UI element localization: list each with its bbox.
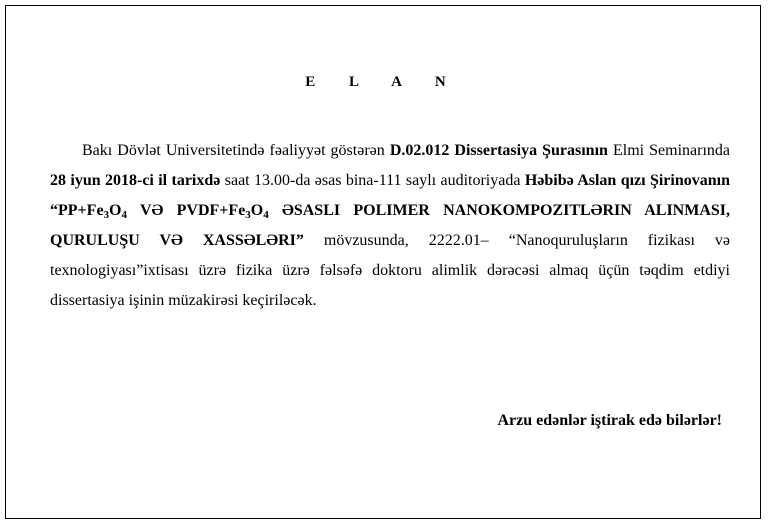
topic-part5: ƏSASLI POLIMER NANOKOMPOZITLƏRIN ALINMASI, QURULUŞU VƏ XASSƏLƏRI” (50, 202, 731, 249)
topic-part2: O (109, 202, 122, 219)
closing-line: Arzu edənlər iştirak edə bilərlər! (497, 412, 722, 429)
announcement-frame (5, 5, 761, 519)
text-time-place: saat 13.00-da əsas bina-111 saylı auditoriyada (220, 172, 525, 189)
text-specialty: mövzusunda, 2222.01– “Nanoquruluşların fizikası və texnologiyası”ixtisası üzrə fizika üzrə fəlsəfə doktoru alimlik dərəcəsi almaq üçün təqdim etdiyi dissertasiya işinin müzakirəsi keçiriləcək. (50, 232, 731, 309)
announcement-paragraph (50, 136, 730, 316)
text-seminar: Elmi Seminarında (607, 142, 731, 159)
topic-part3: VƏ PVDF+Fe (127, 202, 246, 219)
topic-part4: O (250, 202, 264, 219)
event-date: 28 iyun 2018-ci il tarixdə (50, 172, 221, 189)
subscript-3b: 3 (245, 209, 251, 221)
announcement-title: E L A N (305, 74, 461, 90)
subscript-4: 4 (121, 209, 127, 221)
council-name: D.02.012 Dissertasiya Şurasının (389, 142, 608, 159)
text-intro: Bakı Dövlət Universitetində fəaliyyət göstərən (82, 142, 390, 159)
subscript-4b: 4 (263, 209, 269, 221)
author-and-topic-part1: Həbibə Aslan qızı Şirinovanın “PP+Fe (50, 172, 730, 219)
announcement-body (50, 136, 730, 316)
subscript-3: 3 (103, 209, 110, 221)
